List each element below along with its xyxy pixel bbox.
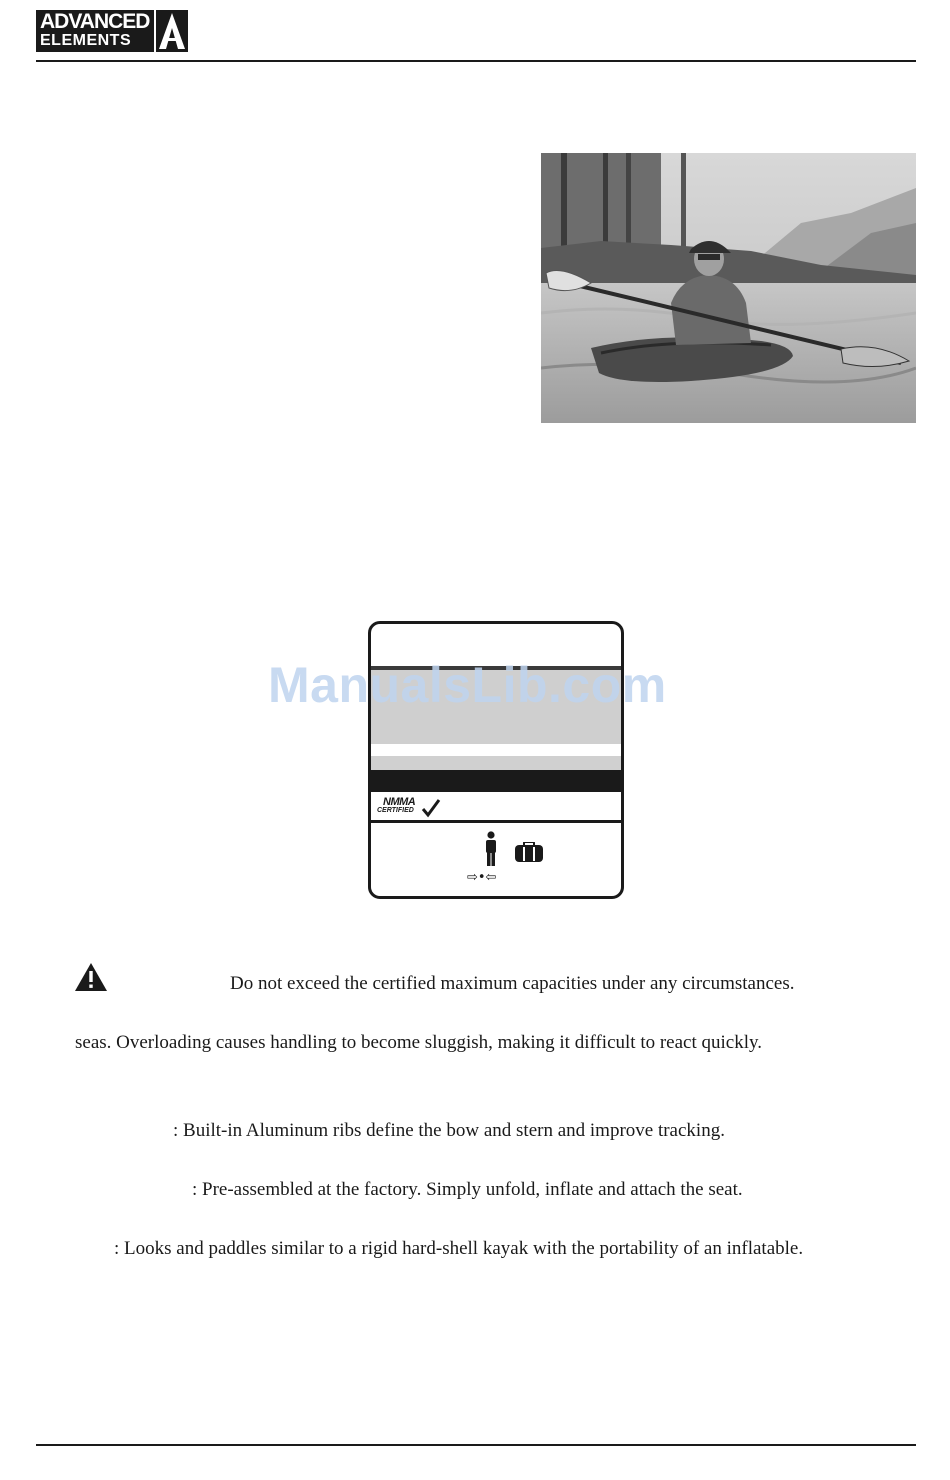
plate-divider bbox=[371, 820, 621, 823]
person-icon bbox=[483, 831, 499, 867]
brand-logo bbox=[36, 10, 188, 52]
logo-text-advanced: ADVANCED bbox=[40, 10, 150, 33]
warning-triangle-icon bbox=[74, 962, 108, 992]
logo-text-elements: ELEMENTS bbox=[40, 32, 132, 49]
warning-text-line2: seas. Overloading causes handling to become sluggish, making it difficult to react quickly. bbox=[75, 1032, 763, 1053]
warning-text-line1: Do not exceed the certified maximum capacities under any circumstances. bbox=[230, 973, 795, 994]
logo-wordmark bbox=[36, 10, 154, 52]
header-rule bbox=[36, 60, 916, 62]
logo-a-mark bbox=[156, 10, 188, 52]
arrows-indicator: ⇨•⇦ bbox=[467, 870, 497, 885]
plate-band-dark bbox=[371, 770, 621, 792]
checkmark-icon bbox=[421, 798, 441, 818]
feature-hard-shell-performance: : Looks and paddles similar to a rigid hard-shell kayak with the portability of an inflatable. bbox=[114, 1238, 804, 1259]
nmma-certified-text: CERTIFIED bbox=[377, 807, 414, 814]
watermark: ManualsLib.com bbox=[268, 657, 667, 713]
nmma-certified-logo bbox=[377, 796, 441, 820]
feature-aluminum-ribs: : Built-in Aluminum ribs define the bow and stern and improve tracking. bbox=[173, 1120, 725, 1141]
kayaker-photo bbox=[541, 153, 916, 423]
plate-band-light bbox=[371, 756, 621, 770]
footer-rule bbox=[36, 1444, 916, 1446]
nmma-logo-text: NMMA bbox=[383, 796, 416, 808]
feature-pre-assembled: : Pre-assembled at the factory. Simply unfold, inflate and attach the seat. bbox=[192, 1179, 743, 1200]
bag-icon bbox=[515, 842, 543, 862]
